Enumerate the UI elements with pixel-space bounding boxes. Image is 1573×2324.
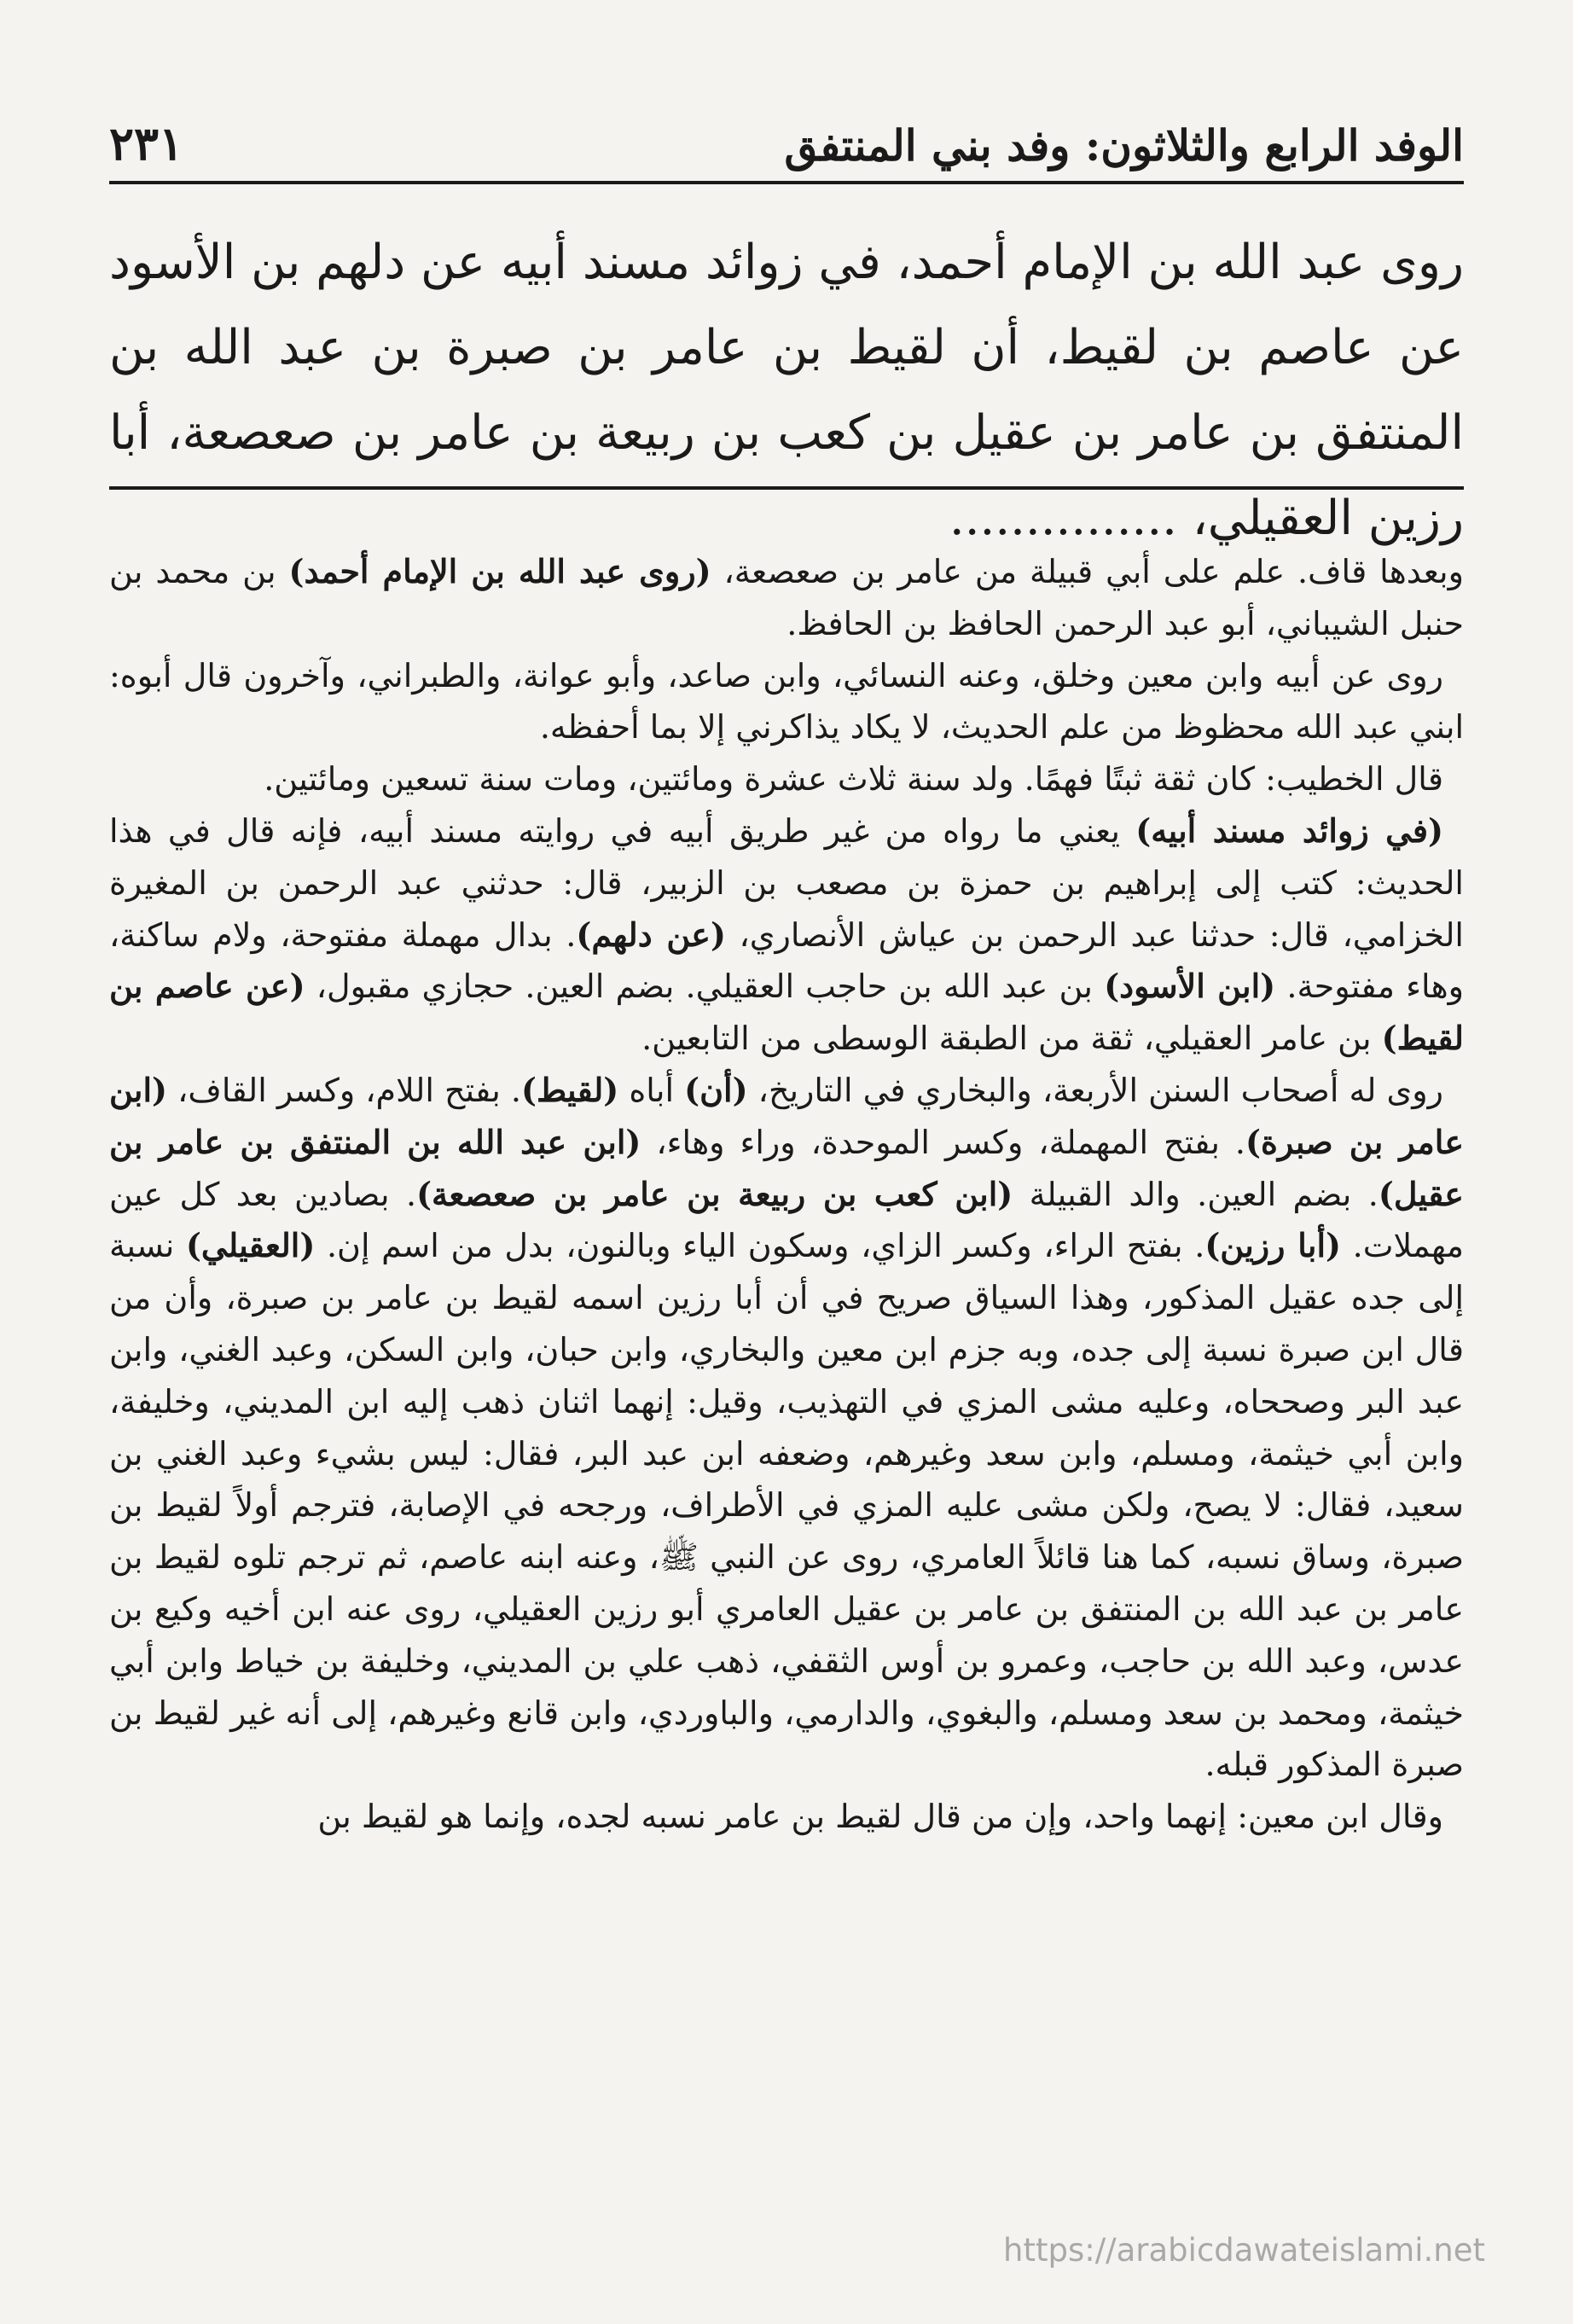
commentary-text: قال الخطيب: كان ثقة ثبتًا فهمًا. ولد سنة ثلاث عشرة ومائتين، ومات سنة تسعين ومائتين.	[264, 760, 1443, 799]
header-rule	[109, 181, 1464, 184]
quoted-phrase: (في زوائد مسند أبيه)	[1135, 810, 1443, 850]
commentary-text: وبعدها قاف. علم على أبي قبيلة من عامر بن صعصعة،	[711, 553, 1464, 590]
commentary-text: يعني ما رواه من غير طريق أبيه في روايته مسند أبيه، فإنه قال في هذا الحديث: كتب إلى إبراهيم بن حمزة بن مصعب بن الزبير، قال: حدثني عبد الرحمن بن المغيرة الخزامي، قال: حدثنا عبد الرحمن بن عياش الأنصاري،	[109, 811, 1464, 954]
commentary-text: . بفتح المهملة، وكسر الموحدة، وراء وهاء،	[641, 1123, 1246, 1161]
commentary-section	[109, 546, 1464, 1843]
watermark-url: https://arabicdawateislami.net	[1003, 2232, 1485, 2269]
commentary-paragraph	[109, 650, 1464, 754]
commentary-text: . بضم العين. والد القبيلة	[1013, 1175, 1379, 1213]
commentary-text: روى له أصحاب السنن الأربعة، والبخاري في التاريخ،	[747, 1071, 1443, 1109]
commentary-text: . بدال مهملة مفتوحة، ولام ساكنة، وهاء مفتوحة.	[109, 915, 1464, 1006]
footnote-separator	[109, 486, 1464, 490]
commentary-text: بن عامر العقيلي، ثقة من الطبقة الوسطى من التابعين.	[641, 1020, 1382, 1058]
quoted-phrase: (لقيط)	[520, 1070, 619, 1109]
quoted-phrase: (روى عبد الله بن الإمام أحمد)	[288, 552, 711, 590]
quoted-phrase: (عن عاصم بن لقيط)	[109, 967, 1464, 1058]
commentary-text: أباه	[618, 1071, 685, 1109]
commentary-paragraph	[109, 1065, 1464, 1791]
quoted-phrase: (العقيلي)	[185, 1226, 316, 1265]
hadith-text	[109, 220, 1464, 561]
hadith-paragraph: روى عبد الله بن الإمام أحمد، في زوائد مسند أبيه عن دلهم بن الأسود عن عاصم بن لقيط، أن لقيط بن عامر بن صبرة بن عبد الله بن المنتفق بن عامر بن عقيل بن كعب بن ربيعة بن عامر بن صعصعة، أبا رزين العقيلي، ...............	[109, 235, 1465, 546]
quoted-phrase: (ابن عبد الله بن المنتفق بن عامر بن عقيل)	[109, 1122, 1464, 1213]
commentary-text: روى عن أبيه وابن معين وخلق، وعنه النسائي، وابن صاعد، وأبو عوانة، والطبراني، وآخرون قال أبوه: ابني عبد الله محظوظ من علم الحديث، لا يكاد يذاكرني إلا بما أحفظه.	[109, 656, 1464, 747]
quoted-phrase: (عن دلهم)	[576, 915, 726, 954]
commentary-text: . بفتح اللام، وكسر القاف،	[167, 1071, 521, 1109]
commentary-text: . بصادين بعد كل عين مهملات.	[109, 1175, 1464, 1265]
commentary-text: . بفتح الراء، وكسر الزاي، وسكون الياء وبالنون، بدل من اسم إن.	[315, 1227, 1205, 1265]
page-number: ٢٣١	[109, 116, 184, 171]
commentary-paragraph	[109, 753, 1464, 805]
commentary-paragraph	[109, 1791, 1464, 1843]
commentary-text: بن محمد بن حنبل الشيباني، أبو عبد الرحمن الحافظ بن الحافظ.	[109, 553, 1464, 642]
commentary-text: بن عبد الله بن حاجب العقيلي. بضم العين. حجازي مقبول،	[305, 967, 1105, 1006]
commentary-text: نسبة إلى جده عقيل المذكور، وهذا السياق صريح في أن أبا رزين اسمه لقيط بن عامر بن صبرة، وأن من قال ابن صبرة نسبة إلى جده، وبه جزم ابن معين والبخاري، وابن حبان، وابن السكن، وعبد الغني، وابن عبد البر وصححاه، وعليه مشى المزي في التهذيب، وقيل: إنهما اثنان ذهب إليه ابن المديني، وخليفة، وابن أبي خيثمة، ومسلم، وابن سعد وغيرهم، وضعفه ابن عبد البر، فقال: ليس بشيء وعبد الغني بن سعيد، فقال: لا يصح، ولكن مشى عليه المزي في الأطراف، ورجحه في الإصابة، فترجم أولاً لقيط بن صبرة، وساق نسبه، كما هنا قائلاً العامري، روى عن النبي ﷺ، وعنه ابنه عاصم، ثم ترجم تلوه لقيط بن عامر بن عبد الله بن المنتفق بن عامر بن عقيل العامري أبو رزين العقيلي، روى عنه ابن أخيه وكيع بن عدس، وعبد الله بن حاجب، وعمرو بن أوس الثقفي، ذهب علي بن المديني، وخليفة بن خياط وابن أبي خيثمة، ومحمد بن سعد ومسلم، والبغوي، والدارمي، والباوردي، وابن قانع وغيرهم، إلى أنه غير لقيط بن صبرة المذكور قبله.	[109, 1227, 1465, 1784]
page-header	[109, 109, 1464, 171]
quoted-phrase: (ابن كعب بن ربيعة بن عامر بن صعصعة)	[416, 1174, 1013, 1213]
quoted-phrase: (أن)	[684, 1070, 748, 1109]
quoted-phrase: (ابن عامر بن صبرة)	[109, 1070, 1465, 1161]
commentary-text: وقال ابن معين: إنهما واحد، وإن من قال لقيط بن عامر نسبه لجده، وإنما هو لقيط بن	[317, 1798, 1443, 1836]
quoted-phrase: (ابن الأسود)	[1104, 967, 1276, 1006]
commentary-paragraph	[109, 546, 1464, 650]
commentary-paragraph	[109, 805, 1464, 1065]
quoted-phrase: (أبا رزين)	[1204, 1226, 1341, 1265]
chapter-title: الوفد الرابع والثلاثون: وفد بني المنتفق	[784, 120, 1464, 171]
